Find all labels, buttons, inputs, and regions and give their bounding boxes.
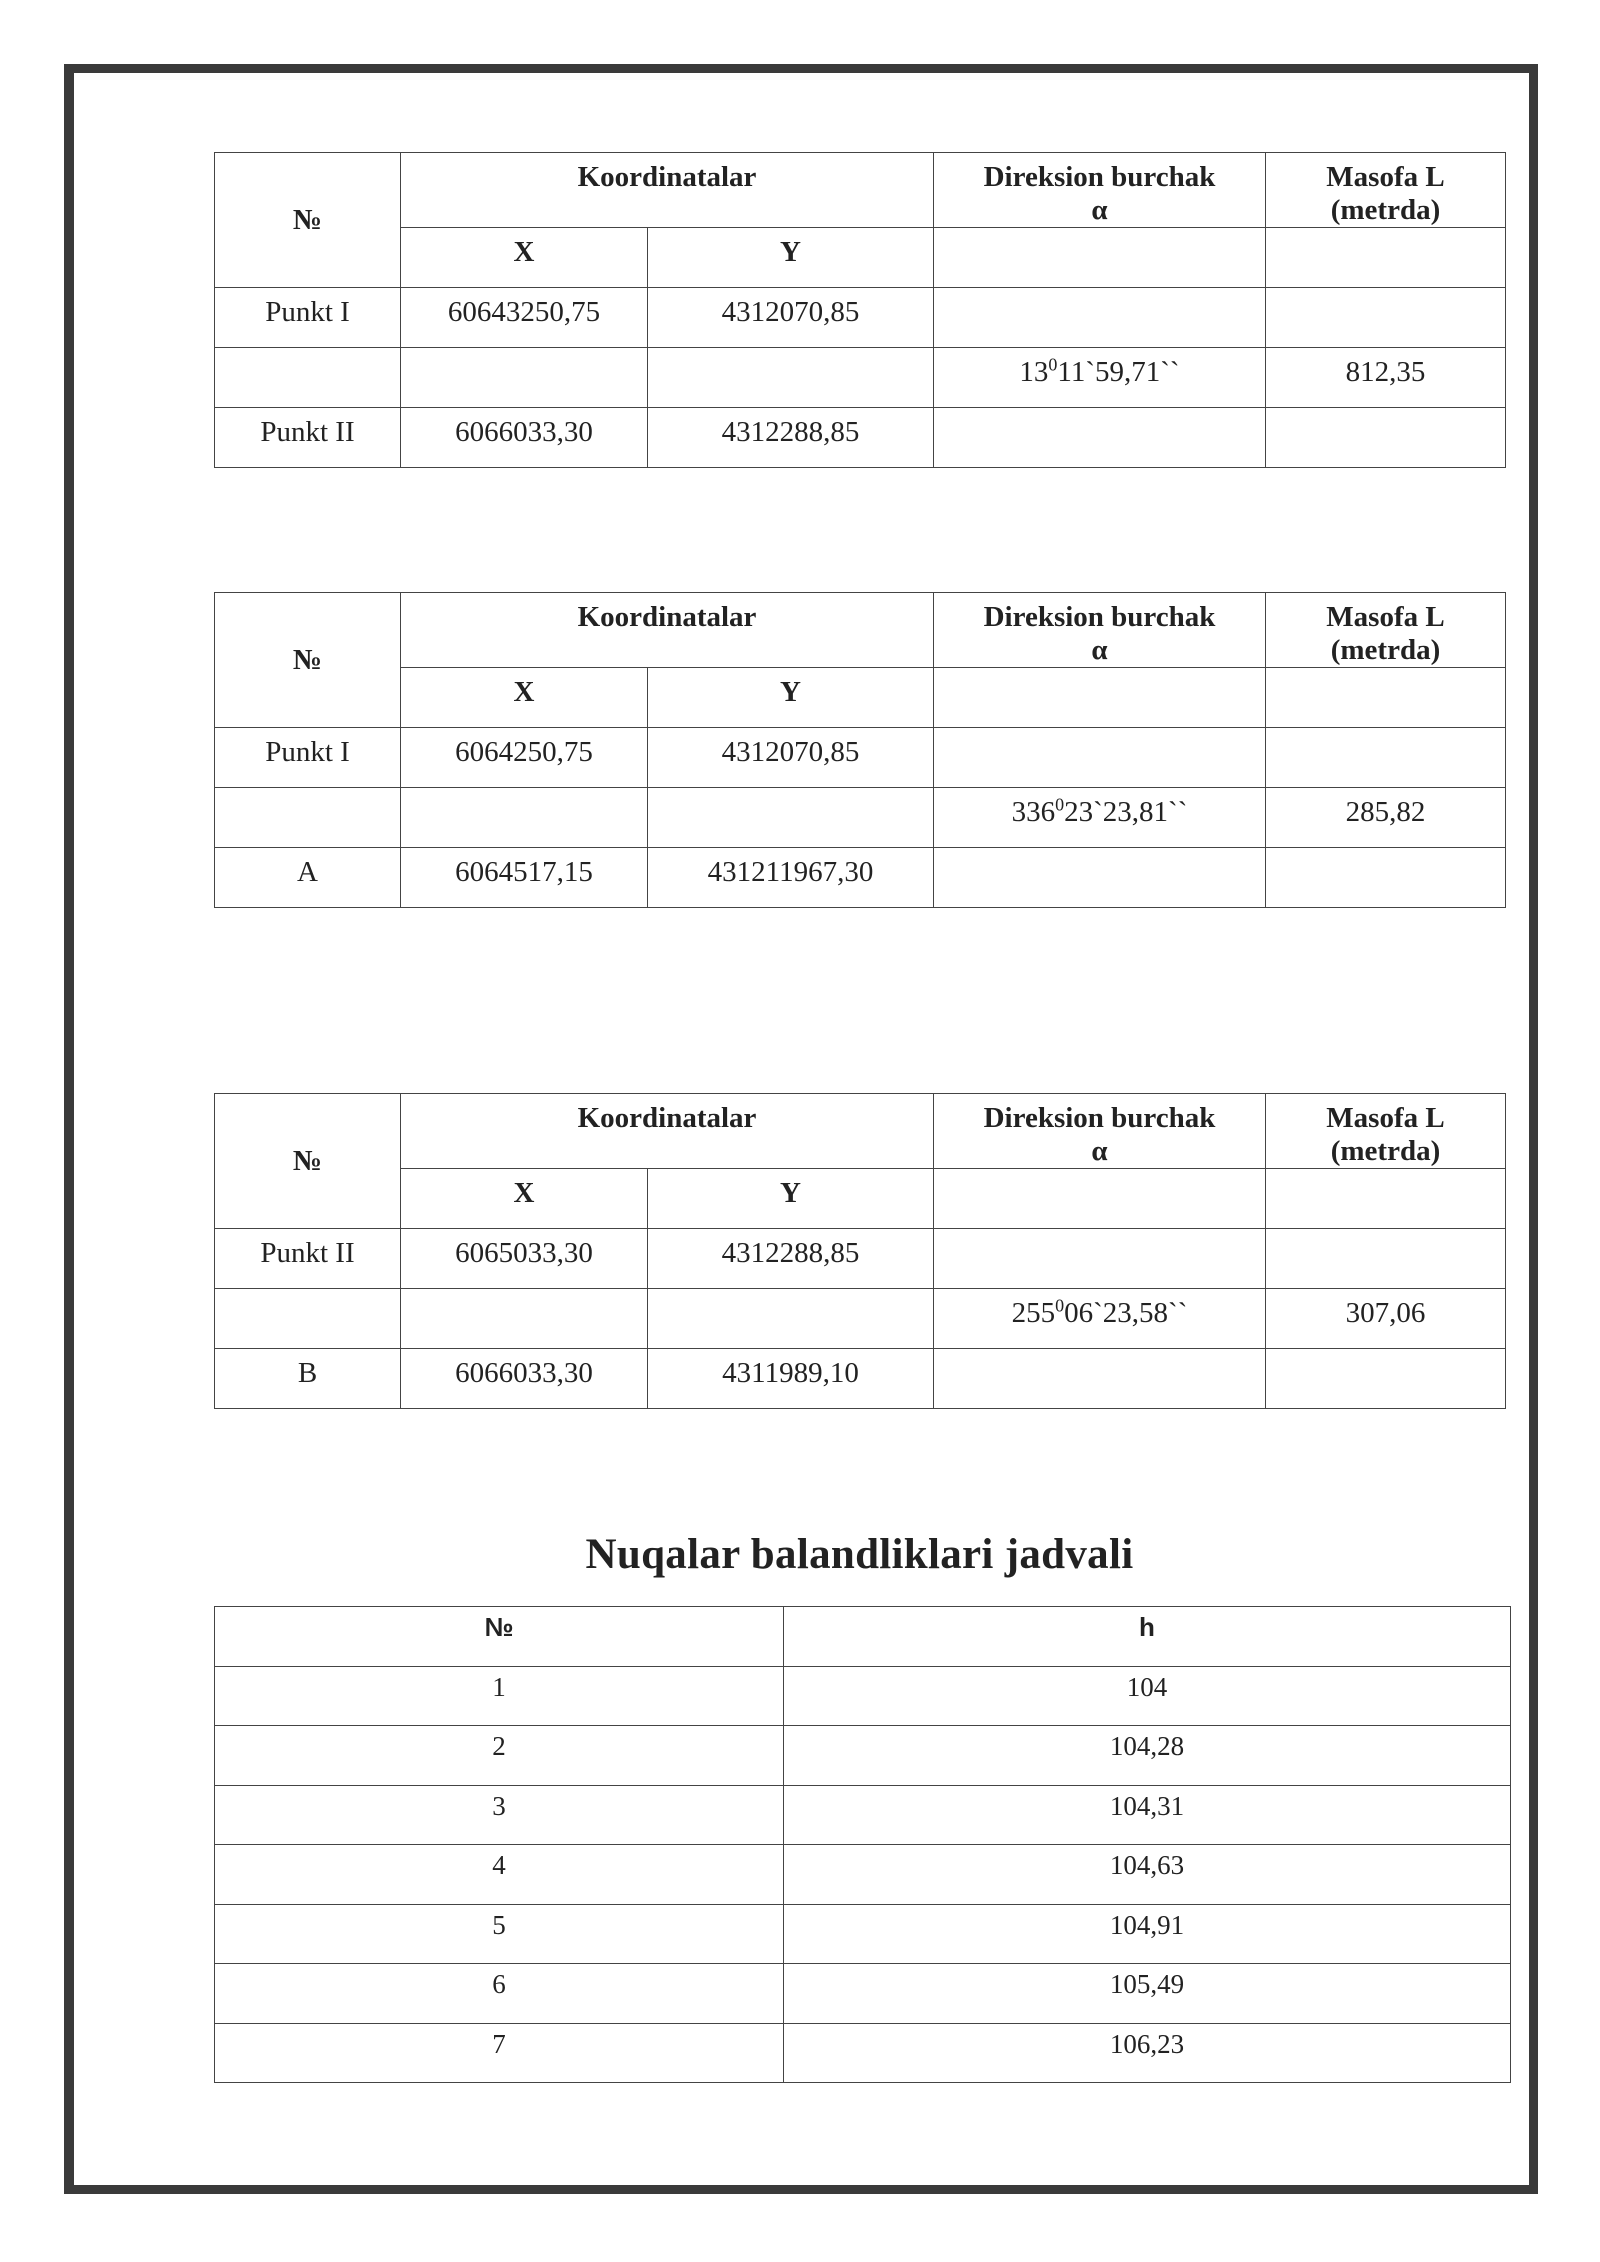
distance-value: 285,82 — [1266, 788, 1506, 848]
row-height: 104,63 — [784, 1845, 1511, 1905]
end-point-name: A — [215, 848, 401, 908]
empty-cell — [401, 788, 648, 848]
empty-cell — [648, 788, 934, 848]
end-point-x: 6064517,15 — [401, 848, 648, 908]
end-point-y: 4312288,85 — [648, 408, 934, 468]
heights-header-num: № — [215, 1607, 784, 1667]
empty-cell — [934, 228, 1266, 288]
empty-cell — [1266, 1229, 1506, 1289]
row-num: 7 — [215, 2023, 784, 2083]
empty-cell — [934, 288, 1266, 348]
heights-table-title: Nuqalar balandliklari jadvali — [585, 1531, 1134, 1578]
row-num: 2 — [215, 1726, 784, 1786]
empty-cell — [1266, 288, 1506, 348]
start-point-x: 6064250,75 — [401, 728, 648, 788]
end-point-name: Punkt II — [215, 408, 401, 468]
empty-cell — [648, 348, 934, 408]
coordinate-table-2 — [214, 592, 1506, 908]
header-direction: Direksion burchak α — [934, 1094, 1266, 1169]
row-height: 104,28 — [784, 1726, 1511, 1786]
start-point-y: 4312288,85 — [648, 1229, 934, 1289]
start-point-x: 60643250,75 — [401, 288, 648, 348]
header-direction: Direksion burchak α — [934, 593, 1266, 668]
empty-cell — [934, 1229, 1266, 1289]
row-num: 6 — [215, 1964, 784, 2024]
row-num: 3 — [215, 1785, 784, 1845]
start-point-name: Punkt II — [215, 1229, 401, 1289]
header-coordinates: Koordinatalar — [401, 153, 934, 228]
start-point-y: 4312070,85 — [648, 728, 934, 788]
empty-cell — [934, 1349, 1266, 1409]
empty-cell — [934, 728, 1266, 788]
row-num: 1 — [215, 1666, 784, 1726]
table-row — [215, 1726, 1511, 1786]
header-coordinates: Koordinatalar — [401, 593, 934, 668]
header-distance: Masofa L (metrda) — [1266, 593, 1506, 668]
end-point-name: B — [215, 1349, 401, 1409]
table-row — [215, 1904, 1511, 1964]
header-num: № — [215, 1094, 401, 1229]
empty-cell — [1266, 1169, 1506, 1229]
empty-cell — [401, 348, 648, 408]
empty-cell — [934, 408, 1266, 468]
row-num: 4 — [215, 1845, 784, 1905]
direction-angle: $336^023`23,81``$ — [934, 788, 1266, 848]
header-y: Y — [648, 1169, 934, 1229]
header-num: № — [215, 153, 401, 288]
coordinate-table-1 — [214, 152, 1506, 468]
start-point-x: 6065033,30 — [401, 1229, 648, 1289]
distance-value: 812,35 — [1266, 348, 1506, 408]
empty-cell — [934, 668, 1266, 728]
heights-header-h: h — [784, 1607, 1511, 1667]
table-row — [215, 1845, 1511, 1905]
header-coordinates: Koordinatalar — [401, 1094, 934, 1169]
row-height: 106,23 — [784, 2023, 1511, 2083]
header-x: X — [401, 668, 648, 728]
row-height: 104,31 — [784, 1785, 1511, 1845]
empty-cell — [215, 1289, 401, 1349]
header-num: № — [215, 593, 401, 728]
empty-cell — [215, 348, 401, 408]
empty-cell — [1266, 848, 1506, 908]
row-num: 5 — [215, 1904, 784, 1964]
coordinate-table-3 — [214, 1093, 1506, 1409]
table-row — [215, 1785, 1511, 1845]
start-point-y: 4312070,85 — [648, 288, 934, 348]
header-distance: Masofa L (metrda) — [1266, 153, 1506, 228]
start-point-name: Punkt I — [215, 288, 401, 348]
direction-angle: $13^011`59,71``$ — [934, 348, 1266, 408]
table-row — [215, 1964, 1511, 2024]
empty-cell — [401, 1289, 648, 1349]
empty-cell — [215, 788, 401, 848]
row-height: 104 — [784, 1666, 1511, 1726]
end-point-y: 431211967,30 — [648, 848, 934, 908]
end-point-x: 6066033,30 — [401, 408, 648, 468]
header-y: Y — [648, 228, 934, 288]
distance-value: 307,06 — [1266, 1289, 1506, 1349]
header-direction: Direksion burchak α — [934, 153, 1266, 228]
empty-cell — [1266, 228, 1506, 288]
empty-cell — [1266, 728, 1506, 788]
empty-cell — [1266, 408, 1506, 468]
header-x: X — [401, 228, 648, 288]
end-point-x: 6066033,30 — [401, 1349, 648, 1409]
table-row — [215, 1666, 1511, 1726]
empty-cell — [648, 1289, 934, 1349]
header-x: X — [401, 1169, 648, 1229]
row-height: 105,49 — [784, 1964, 1511, 2024]
empty-cell — [1266, 1349, 1506, 1409]
header-y: Y — [648, 668, 934, 728]
table-row — [215, 2023, 1511, 2083]
empty-cell — [934, 1169, 1266, 1229]
heights-table — [214, 1606, 1511, 2083]
header-distance: Masofa L (metrda) — [1266, 1094, 1506, 1169]
end-point-y: 4311989,10 — [648, 1349, 934, 1409]
row-height: 104,91 — [784, 1904, 1511, 1964]
start-point-name: Punkt I — [215, 728, 401, 788]
direction-angle: $255^006`23,58``$ — [934, 1289, 1266, 1349]
empty-cell — [934, 848, 1266, 908]
empty-cell — [1266, 668, 1506, 728]
